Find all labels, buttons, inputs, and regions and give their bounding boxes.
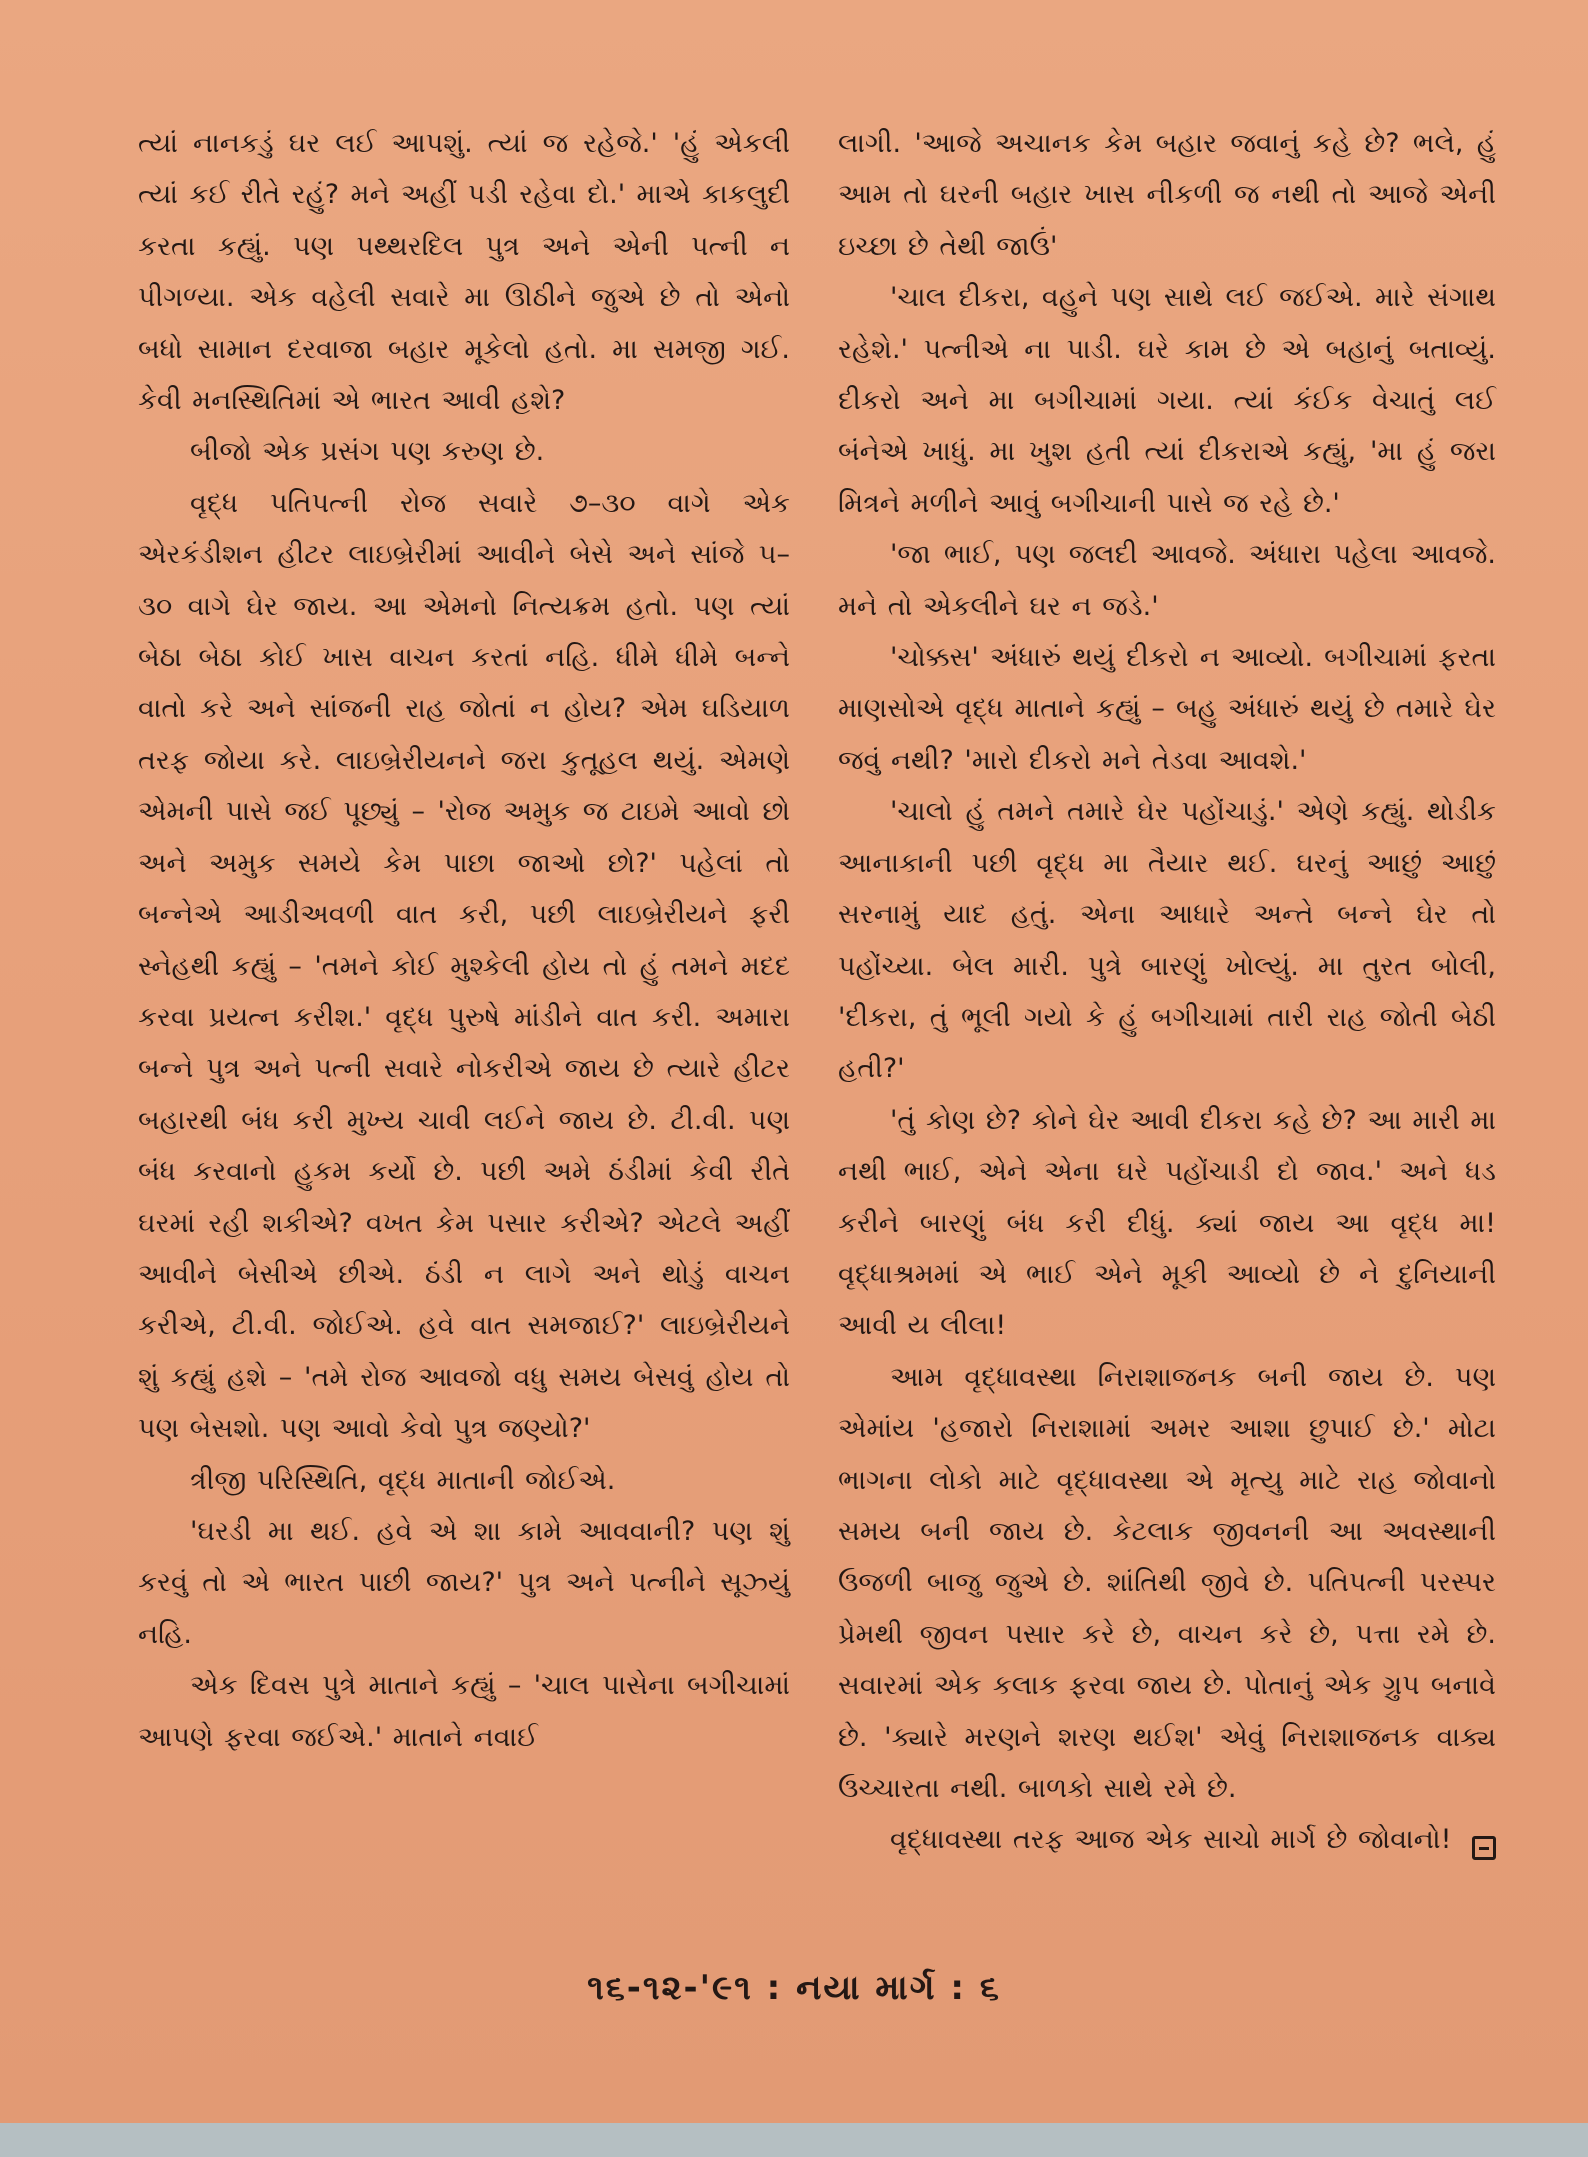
right-column-paragraph: 'તું કોણ છે? કોને ઘેર આવી દીકરા કહે છે? આ મારી મા નથી ભાઈ, એને એના ઘરે પહોંચાડી દો જાવ.' અને ધડ કરીને બારણું બંધ કરી દીધું. ક્યાં જાય આ વૃદ્ધ મા! વૃદ્ધાશ્રમમાં એ ભાઈ એને મૂકી આવ્યો છે ને દુનિયાની આવી ય લીલા!: [838, 1104, 1496, 1342]
end-of-article-icon: [1472, 1836, 1496, 1860]
right-column-paragraph: 'ચાલ દીકરા, વહુને પણ સાથે લઈ જઈએ. મારે સંગાથ રહેશે.' પત્નીએ ના પાડી. ઘરે કામ છે એ બહાનું બતાવ્યું. દીકરો અને મા બગીચામાં ગયા. ત્યાં કંઈક વેચાતું લઈ બંનેએ ખાધું. મા ખુશ હતી ત્યાં દીકરાએ કહ્યું, 'મા હું જરા મિત્રને મળીને આવું બગીચાની પાસે જ રહે છે.': [838, 282, 1496, 519]
right-column-paragraph: વૃદ્ધાવસ્થા તરફ આજ એક સાચો માર્ગ છે જોવાનો!: [890, 1824, 1452, 1856]
right-column-paragraph: 'ચોક્કસ' અંધારું થયું દીકરો ન આવ્યો. બગીચામાં ફરતા માણસોએ વૃદ્ધ માતાને કહ્યું – બહુ અંધારું થયું છે તમારે ઘેર જવું નથી? 'મારો દીકરો મને તેડવા આવશે.': [838, 642, 1496, 776]
right-column-paragraph: 'ચાલો હું તમને તમારે ઘેર પહોંચાડું.' એણે કહ્યું. થોડીક આનાકાની પછી વૃદ્ધ મા તૈયાર થઈ. ઘરનું આછું આછું સરનામું યાદ હતું. એના આધારે અન્તે બન્ને ઘેર તો પહોંચ્યા. બેલ મારી. પુત્રે બારણું ખોલ્યું. મા તુરત બોલી, 'દીકરા, તું ભૂલી ગયો કે હું બગીચામાં તારી રાહ જોતી બેઠી હતી?': [838, 796, 1496, 1085]
right-column: [838, 118, 1496, 1866]
right-column-paragraph: 'જા ભાઈ, પણ જલદી આવજે. અંધારા પહેલા આવજે. મને તો એકલીને ઘર ન જડે.': [838, 539, 1496, 622]
left-column-paragraph: ત્યાં નાનકડું ઘર લઈ આપશું. ત્યાં જ રહેજે.' 'હું એકલી ત્યાં કઈ રીતે રહું? મને અહીં પડી રહેવા દો.' માએ કાકલુદી કરતા કહ્યું. પણ પથ્થરદિલ પુત્ર અને એની પત્ની ન પીગળ્યા. એક વહેલી સવારે મા ઊઠીને જુએ છે તો એનો બધો સામાન દરવાજા બહાર મૂકેલો હતો. મા સમજી ગઈ. કેવી મનસ્થિતિમાં એ ભારત આવી હશે?: [138, 128, 790, 417]
left-column-paragraph: ત્રીજી પરિસ્થિતિ, વૃદ્ધ માતાની જોઈએ.: [190, 1464, 616, 1496]
left-column: [138, 118, 790, 1763]
right-column-paragraph: લાગી. 'આજે અચાનક કેમ બહાર જવાનું કહે છે? ભલે, હું આમ તો ઘરની બહાર ખાસ નીકળી જ નથી તો આજે એની ઇચ્છા છે તેથી જાઉં': [838, 128, 1496, 262]
right-column-paragraph: આમ વૃદ્ધાવસ્થા નિરાશાજનક બની જાય છે. પણ એમાંય 'હજારો નિરાશામાં અમર આશા છુપાઈ છે.' મોટા ભાગના લોકો માટે વૃદ્ધાવસ્થા એ મૃત્યુ માટે રાહ જોવાનો સમય બની જાય છે. કેટલાક જીવનની આ અવસ્થાની ઉજળી બાજુ જુએ છે. શાંતિથી જીવે છે. પતિપત્ની પરસ્પર પ્રેમથી જીવન પસાર કરે છે, વાચન કરે છે, પત્તા રમે છે. સવારમાં એક કલાક ફરવા જાય છે. પોતાનું એક ગ્રુપ બનાવે છે. 'ક્યારે મરણને શરણ થઈશ' એવું નિરાશાજનક વાક્ય ઉચ્ચારતા નથી. બાળકો સાથે રમે છે.: [838, 1361, 1496, 1804]
left-column-paragraph: એક દિવસ પુત્રે માતાને કહ્યું – 'ચાલ પાસેના બગીચામાં આપણે ફરવા જઈએ.' માતાને નવાઈ: [138, 1670, 790, 1753]
page-footer: ૧૬-૧૨-'૯૧ : નયા માર્ગ : ૬: [587, 1968, 1001, 2008]
left-column-paragraph: વૃદ્ધ પતિપત્ની રોજ સવારે ૭–૩૦ વાગે એક એરકંડીશન હીટર લાઇબ્રેરીમાં આવીને બેસે અને સાંજે ૫–૩૦ વાગે ઘેર જાય. આ એમનો નિત્યક્રમ હતો. પણ ત્યાં બેઠા બેઠા કોઈ ખાસ વાચન કરતાં નહિ. ધીમે ધીમે બન્ને વાતો કરે અને સાંજની રાહ જોતાં ન હોય? એમ ઘડિયાળ તરફ જોયા કરે. લાઇબ્રેરીયનને જરા કુતૂહલ થયું. એમણે એમની પાસે જઈ પૂછ્યું – 'રોજ અમુક જ ટાઇમે આવો છો અને અમુક સમયે કેમ પાછા જાઓ છો?' પહેલાં તો બન્નેએ આડીઅવળી વાત કરી, પછી લાઇબ્રેરીયને ફરી સ્નેહથી કહ્યું – 'તમને કોઈ મુશ્કેલી હોય તો હું તમને મદદ કરવા પ્રયત્ન કરીશ.' વૃદ્ધ પુરુષે માંડીને વાત કરી. અમારા બન્ને પુત્ર અને પત્ની સવારે નોકરીએ જાય છે ત્યારે હીટર બહારથી બંધ કરી મુખ્ય ચાવી લઈને જાય છે. ટી.વી. પણ બંધ કરવાનો હુકમ કર્યો છે. પછી અમે ઠંડીમાં કેવી રીતે ઘરમાં રહી શકીએ? વખત કેમ પસાર કરીએ? એટલે અહીં આવીને બેસીએ છીએ. ઠંડી ન લાગે અને થોડું વાચન કરીએ, ટી.વી. જોઈએ. હવે વાત સમજાઈ?' લાઇબ્રેરીયને શું કહ્યું હશે – 'તમે રોજ આવજો વધુ સમય બેસવું હોય તો પણ બેસશો. પણ આવો કેવો પુત્ર જણ્યો?': [138, 487, 790, 1445]
left-column-paragraph: 'ઘરડી મા થઈ. હવે એ શા કામે આવવાની? પણ શું કરવું તો એ ભારત પાછી જાય?' પુત્ર અને પત્નીને સૂઝ્યું નહિ.: [138, 1515, 790, 1650]
scan-edge: [0, 2123, 1588, 2157]
left-column-paragraph: બીજો એક પ્રસંગ પણ કરુણ છે.: [190, 436, 545, 468]
